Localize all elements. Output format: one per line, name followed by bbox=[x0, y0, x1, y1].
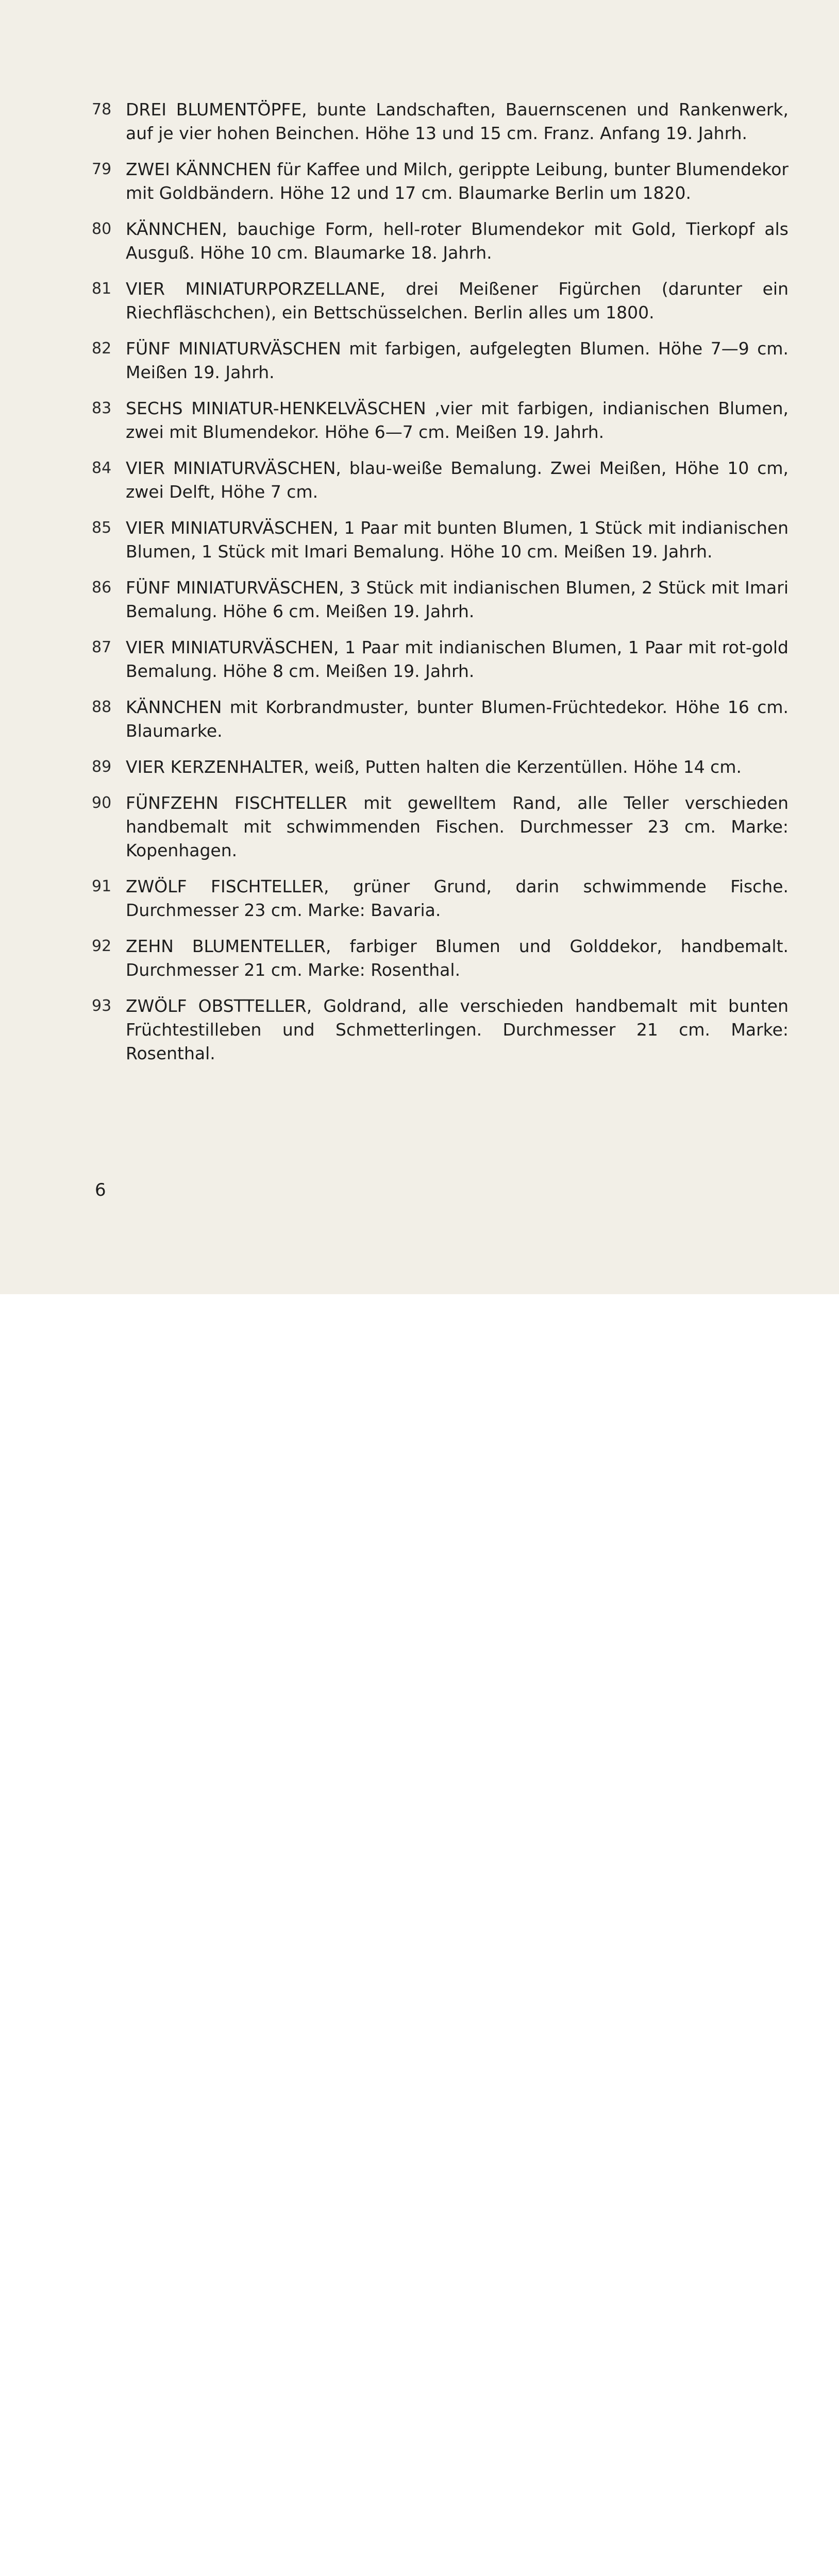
entry-text: VIER MINIATURPORZELLANE, drei Meißener Figürchen (darunter ein Riechfläschchen), ein Bettschüsselchen. Berlin alles um 1800. bbox=[126, 279, 788, 323]
entry-number: 87 bbox=[92, 638, 112, 656]
catalog-entry bbox=[92, 158, 788, 205]
entry-number: 86 bbox=[92, 579, 112, 597]
entry-text: ZWÖLF FISCHTELLER, grüner Grund, darin schwimmende Fische. Durchmesser 23 cm. Marke: Bavaria. bbox=[126, 876, 788, 920]
entry-text: FÜNFZEHN FISCHTELLER mit gewelltem Rand, alle Teller verschieden handbemalt mit schwimmenden Fischen. Durchmesser 23 cm. Marke: Kopenhagen. bbox=[126, 793, 788, 860]
entry-text: FÜNF MINIATURVÄSCHEN mit farbigen, aufgelegten Blumen. Höhe 7—9 cm. Meißen 19. Jahrh. bbox=[126, 338, 788, 382]
entry-number: 80 bbox=[92, 220, 112, 238]
catalog-entry bbox=[92, 98, 788, 145]
entry-text: KÄNNCHEN mit Korbrandmuster, bunter Blumen-Früchtedekor. Höhe 16 cm. Blaumarke. bbox=[126, 697, 788, 741]
entry-number: 89 bbox=[92, 758, 112, 776]
entry-number: 85 bbox=[92, 519, 112, 537]
entry-text: DREI BLUMENTÖPFE, bunte Landschaften, Bauernscenen und Rankenwerk, auf je vier hohen Beinchen. Höhe 13 und 15 cm. Franz. Anfang 19. Jahrh. bbox=[126, 99, 788, 143]
entry-text: VIER MINIATURVÄSCHEN, blau-weiße Bemalung. Zwei Meißen, Höhe 10 cm, zwei Delft, Höhe 7 cm. bbox=[126, 458, 788, 502]
catalog-entry bbox=[92, 576, 788, 623]
entry-number: 83 bbox=[92, 399, 112, 417]
entry-number: 90 bbox=[92, 794, 112, 812]
entry-text: SECHS MINIATUR-HENKELVÄSCHEN ,vier mit farbigen, indianischen Blumen, zwei mit Blumendekor. Höhe 6—7 cm. Meißen 19. Jahrh. bbox=[126, 398, 788, 442]
entry-text: ZWEI KÄNNCHEN für Kaffee und Milch, gerippte Leibung, bunter Blumendekor mit Goldbändern. Höhe 12 und 17 cm. Blaumarke Berlin um 1820. bbox=[126, 159, 788, 203]
entry-number: 82 bbox=[92, 340, 112, 358]
entry-number: 91 bbox=[92, 877, 112, 895]
catalog-entry bbox=[92, 397, 788, 444]
entry-number: 93 bbox=[92, 997, 112, 1015]
entry-text: ZWÖLF OBSTTELLER, Goldrand, alle verschieden handbemalt mit bunten Früchtestilleben und Schmetterlingen. Durchmesser 21 cm. Marke: Rosenthal. bbox=[126, 996, 788, 1063]
catalog-entry bbox=[92, 277, 788, 325]
catalog-entry bbox=[92, 337, 788, 384]
catalog-entry bbox=[92, 217, 788, 265]
entry-number: 78 bbox=[92, 100, 112, 118]
footer-bar bbox=[0, 1294, 839, 1354]
entry-text: ZEHN BLUMENTELLER, farbiger Blumen und Golddekor, handbemalt. Durchmesser 21 cm. Marke: Rosenthal. bbox=[126, 936, 788, 980]
catalog-entry bbox=[92, 935, 788, 982]
entry-number: 92 bbox=[92, 937, 112, 955]
page-number: 6 bbox=[95, 1180, 106, 1200]
entry-text: KÄNNCHEN, bauchige Form, hell-roter Blumendekor mit Gold, Tierkopf als Ausguß. Höhe 10 cm. Blaumarke 18. Jahrh. bbox=[126, 219, 788, 263]
catalog-entry bbox=[92, 875, 788, 922]
catalog-entry bbox=[92, 456, 788, 504]
entry-number: 84 bbox=[92, 459, 112, 477]
entry-number: 81 bbox=[92, 280, 112, 298]
entry-text: VIER MINIATURVÄSCHEN, 1 Paar mit bunten Blumen, 1 Stück mit indianischen Blumen, 1 Stück mit Imari Bemalung. Höhe 10 cm. Meißen 19. Jahrh. bbox=[126, 518, 788, 562]
catalog-entry bbox=[92, 755, 788, 779]
catalog-entry bbox=[92, 791, 788, 862]
entry-text: VIER KERZENHALTER, weiß, Putten halten die Kerzentüllen. Höhe 14 cm. bbox=[126, 757, 742, 777]
entry-number: 79 bbox=[92, 160, 112, 178]
catalog-entry bbox=[92, 696, 788, 743]
catalog-entry bbox=[92, 994, 788, 1065]
entry-text: FÜNF MINIATURVÄSCHEN, 3 Stück mit indianischen Blumen, 2 Stück mit Imari Bemalung. Höhe 6 cm. Meißen 19. Jahrh. bbox=[126, 578, 788, 621]
catalog-entry bbox=[92, 516, 788, 564]
catalog-entry bbox=[92, 636, 788, 683]
catalog-entry-list bbox=[92, 98, 788, 1078]
entry-text: VIER MINIATURVÄSCHEN, 1 Paar mit indianischen Blumen, 1 Paar mit rot-gold Bemalung. Höhe 8 cm. Meißen 19. Jahrh. bbox=[126, 637, 788, 681]
entry-number: 88 bbox=[92, 698, 112, 716]
